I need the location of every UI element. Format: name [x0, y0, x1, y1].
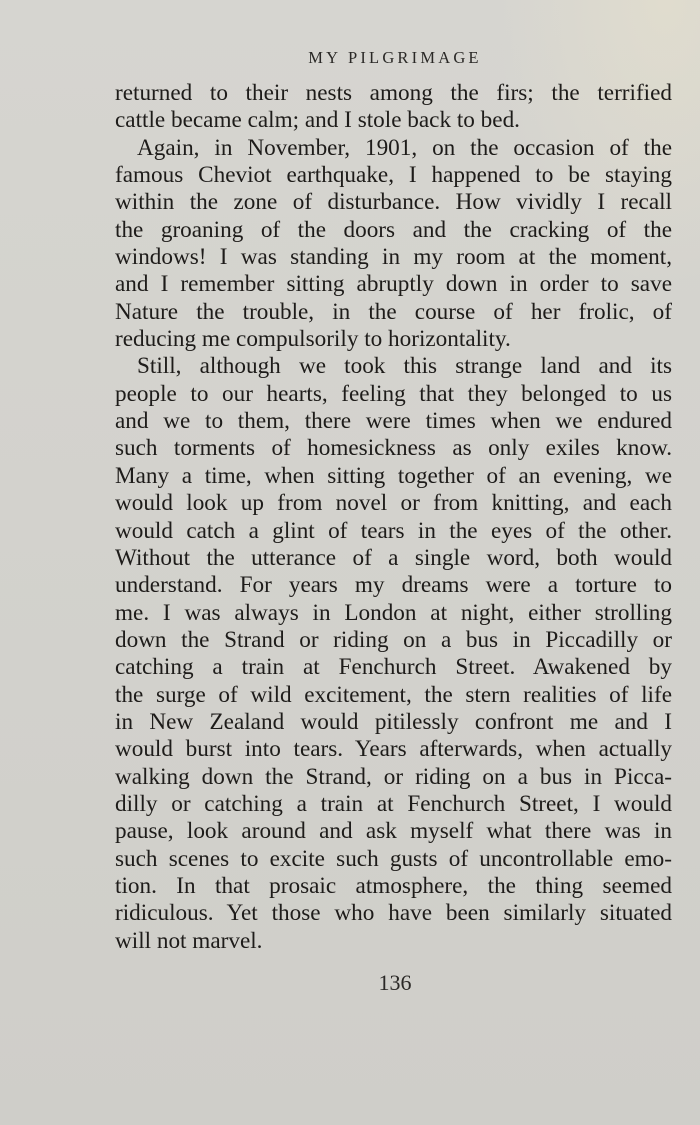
text-line: understand. For years my dreams were a torture to	[115, 572, 672, 599]
text-line: Again, in November, 1901, on the occasion of the	[137, 134, 672, 161]
text-line: pause, look around and ask myself what there was in	[115, 818, 672, 845]
text-line: would look up from novel or from knitting, and each	[115, 490, 672, 517]
text-line: cattle became calm; and I stole back to bed.	[115, 107, 520, 134]
text-line: windows! I was standing in my room at the moment,	[115, 244, 672, 271]
text-line: returned to their nests among the firs; the terrified	[115, 80, 672, 106]
text-line: in New Zealand would pitilessly confront me and I	[115, 708, 672, 735]
text-line: such torments of homesickness as only exiles know.	[115, 435, 672, 462]
text-line: and I remember sitting abruptly down in order to save	[115, 271, 672, 298]
text-line: down the Strand or riding on a bus in Piccadilly or	[115, 626, 672, 653]
text-line: famous Cheviot earthquake, I happened to be staying	[115, 162, 672, 189]
running-head: MY PILGRIMAGE	[308, 48, 482, 67]
text-line: would catch a glint of tears in the eyes of the other.	[115, 517, 672, 544]
text-line: ridiculous. Yet those who have been similarly situated	[115, 900, 672, 927]
text-line: and we to them, there were times when we endured	[115, 408, 672, 435]
text-line: catching a train at Fenchurch Street. Awakened by	[115, 654, 672, 681]
text-line: dilly or catching a train at Fenchurch Street, I would	[115, 790, 672, 817]
text-line: walking down the Strand, or riding on a bus in Picca-	[115, 763, 672, 790]
text-line: Nature the trouble, in the course of her frolic, of	[115, 298, 672, 325]
text-line: tion. In that prosaic atmosphere, the thing seemed	[115, 872, 672, 899]
text-line: me. I was always in London at night, either strolling	[115, 599, 672, 626]
text-line: such scenes to excite such gusts of uncontrollable emo-	[115, 845, 672, 872]
body-text	[115, 80, 672, 955]
text-line: the groaning of the doors and the cracking of the	[115, 216, 672, 243]
text-line: reducing me compulsorily to horizontality.	[115, 326, 511, 353]
text-line: Without the utterance of a single word, both would	[115, 544, 672, 571]
text-line: the surge of wild excitement, the stern realities of life	[115, 681, 672, 708]
text-line: will not marvel.	[115, 927, 263, 954]
text-line: within the zone of disturbance. How vividly I recall	[115, 189, 672, 216]
text-line: people to our hearts, feeling that they belonged to us	[115, 380, 672, 407]
text-line: Still, although we took this strange land and its	[137, 353, 672, 380]
page-number: 136	[378, 970, 412, 995]
text-line: would burst into tears. Years afterwards, when actually	[115, 736, 672, 763]
text-line: Many a time, when sitting together of an evening, we	[115, 462, 672, 489]
